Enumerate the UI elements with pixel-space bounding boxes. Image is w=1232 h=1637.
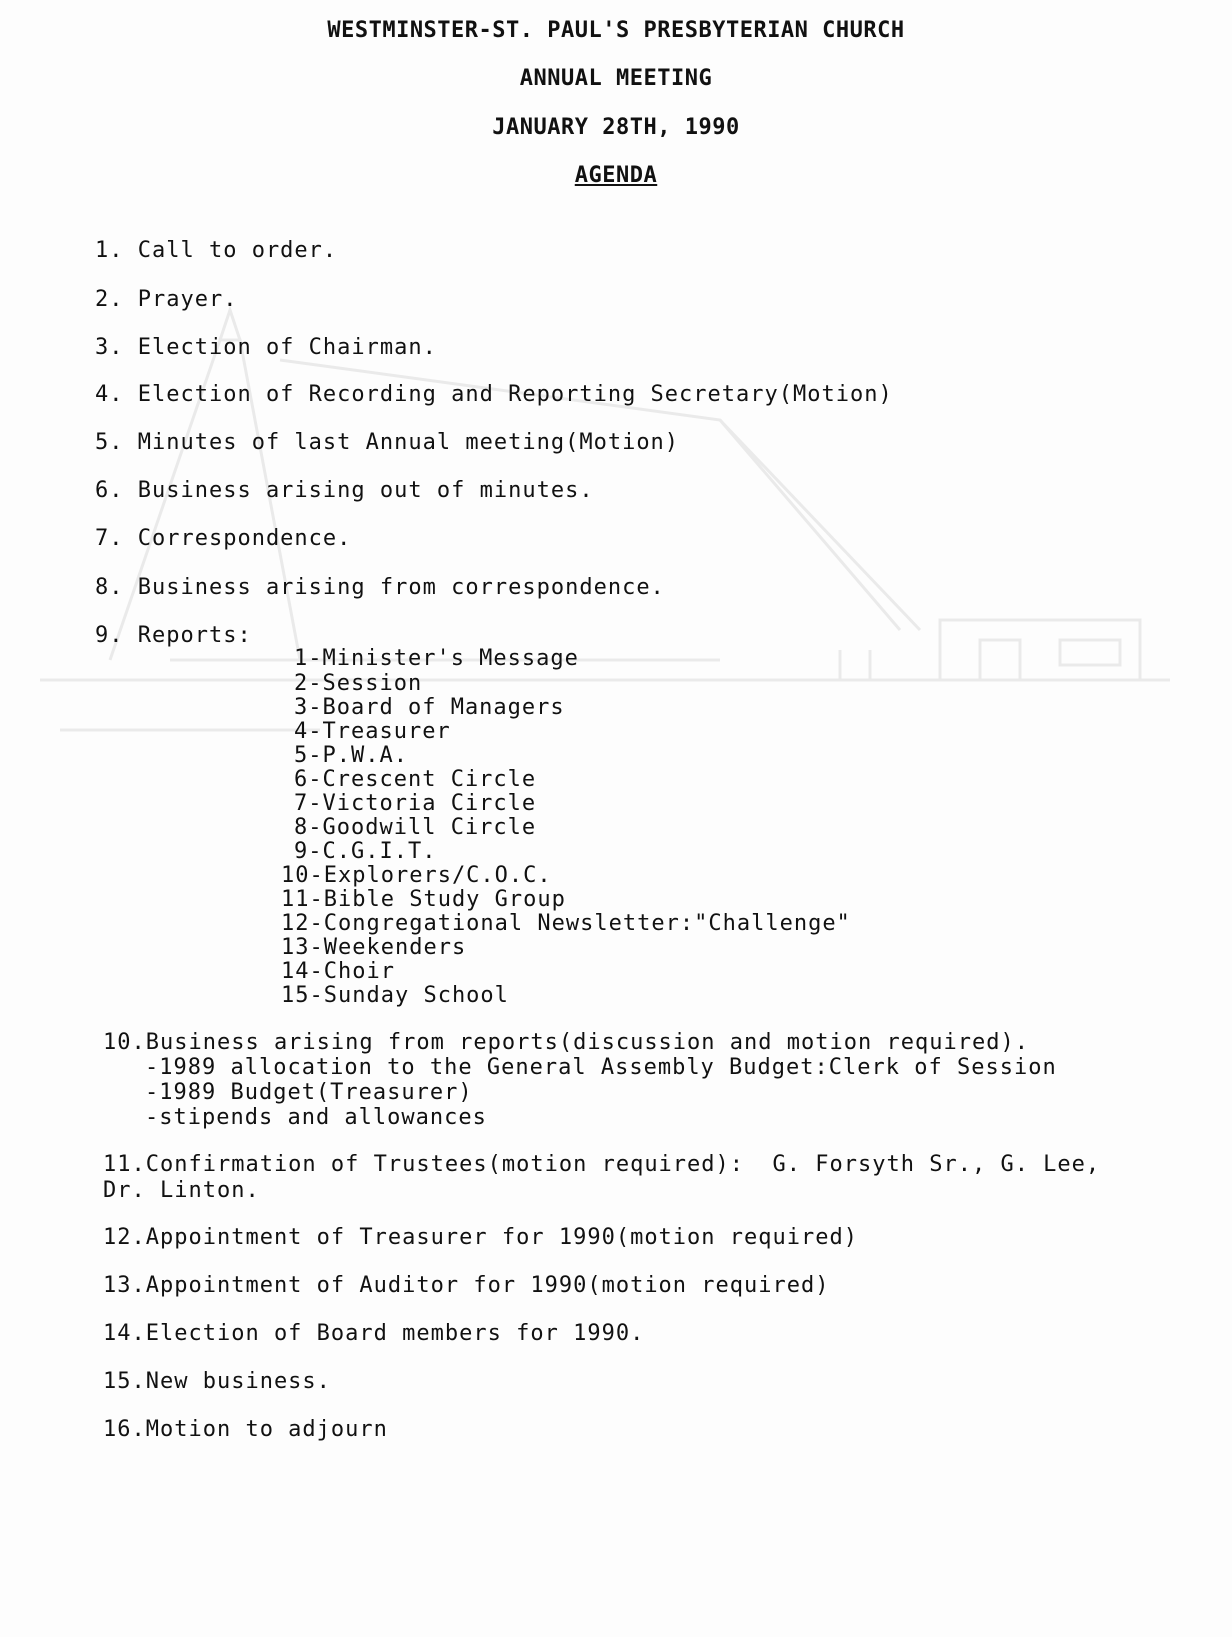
agenda-subitem: -1989 allocation to the General Assembly Budget:Clerk of Session — [145, 1055, 1057, 1080]
agenda-item: 14.Election of Board members for 1990. — [103, 1321, 645, 1346]
agenda-item: 3. Election of Chairman. — [95, 335, 437, 360]
agenda-item: 4. Election of Recording and Reporting Secretary(Motion) — [95, 382, 893, 407]
agenda-item-11-cont: Dr. Linton. — [103, 1178, 260, 1203]
report-item: 10-Explorers/C.O.C. — [281, 863, 552, 888]
report-item: 9-C.G.I.T. — [294, 839, 437, 864]
agenda-heading: AGENDA — [574, 163, 658, 188]
report-item: 6-Crescent Circle — [294, 767, 537, 792]
agenda-item: 12.Appointment of Treasurer for 1990(motion required) — [103, 1225, 858, 1250]
agenda-item: 1. Call to order. — [95, 238, 338, 263]
agenda-item: 8. Business arising from correspondence. — [95, 575, 665, 600]
meeting-date: JANUARY 28TH, 1990 — [492, 115, 740, 140]
agenda-item: 13.Appointment of Auditor for 1990(motion required) — [103, 1273, 830, 1298]
agenda-item-11: 11.Confirmation of Trustees(motion required): G. Forsyth Sr., G. Lee, — [103, 1152, 1101, 1177]
agenda-item: 7. Correspondence. — [95, 526, 352, 551]
report-item: 1-Minister's Message — [294, 646, 579, 671]
report-item: 15-Sunday School — [281, 983, 509, 1008]
report-item: 13-Weekenders — [281, 935, 467, 960]
agenda-subitem: -stipends and allowances — [145, 1105, 487, 1130]
report-item: 4-Treasurer — [294, 719, 451, 744]
report-item: 12-Congregational Newsletter:"Challenge" — [281, 911, 851, 936]
agenda-item: 15.New business. — [103, 1369, 331, 1394]
report-item: 11-Bible Study Group — [281, 887, 566, 912]
agenda-item: 2. Prayer. — [95, 287, 238, 312]
report-item: 5-P.W.A. — [294, 743, 408, 768]
meeting-title: ANNUAL MEETING — [519, 66, 713, 91]
report-item: 7-Victoria Circle — [294, 791, 537, 816]
agenda-item: 6. Business arising out of minutes. — [95, 478, 594, 503]
agenda-item: 16.Motion to adjourn — [103, 1417, 388, 1442]
church-name: WESTMINSTER-ST. PAUL'S PRESBYTERIAN CHURCH — [327, 18, 905, 43]
report-item: 2-Session — [294, 671, 423, 696]
report-item: 14-Choir — [281, 959, 395, 984]
agenda-item: 9. Reports: — [95, 623, 252, 648]
report-item: 8-Goodwill Circle — [294, 815, 537, 840]
agenda-item: 5. Minutes of last Annual meeting(Motion) — [95, 430, 680, 455]
agenda-item-10: 10.Business arising from reports(discussion and motion required). — [103, 1030, 1029, 1055]
agenda-subitem: -1989 Budget(Treasurer) — [145, 1080, 473, 1105]
report-item: 3-Board of Managers — [294, 695, 565, 720]
